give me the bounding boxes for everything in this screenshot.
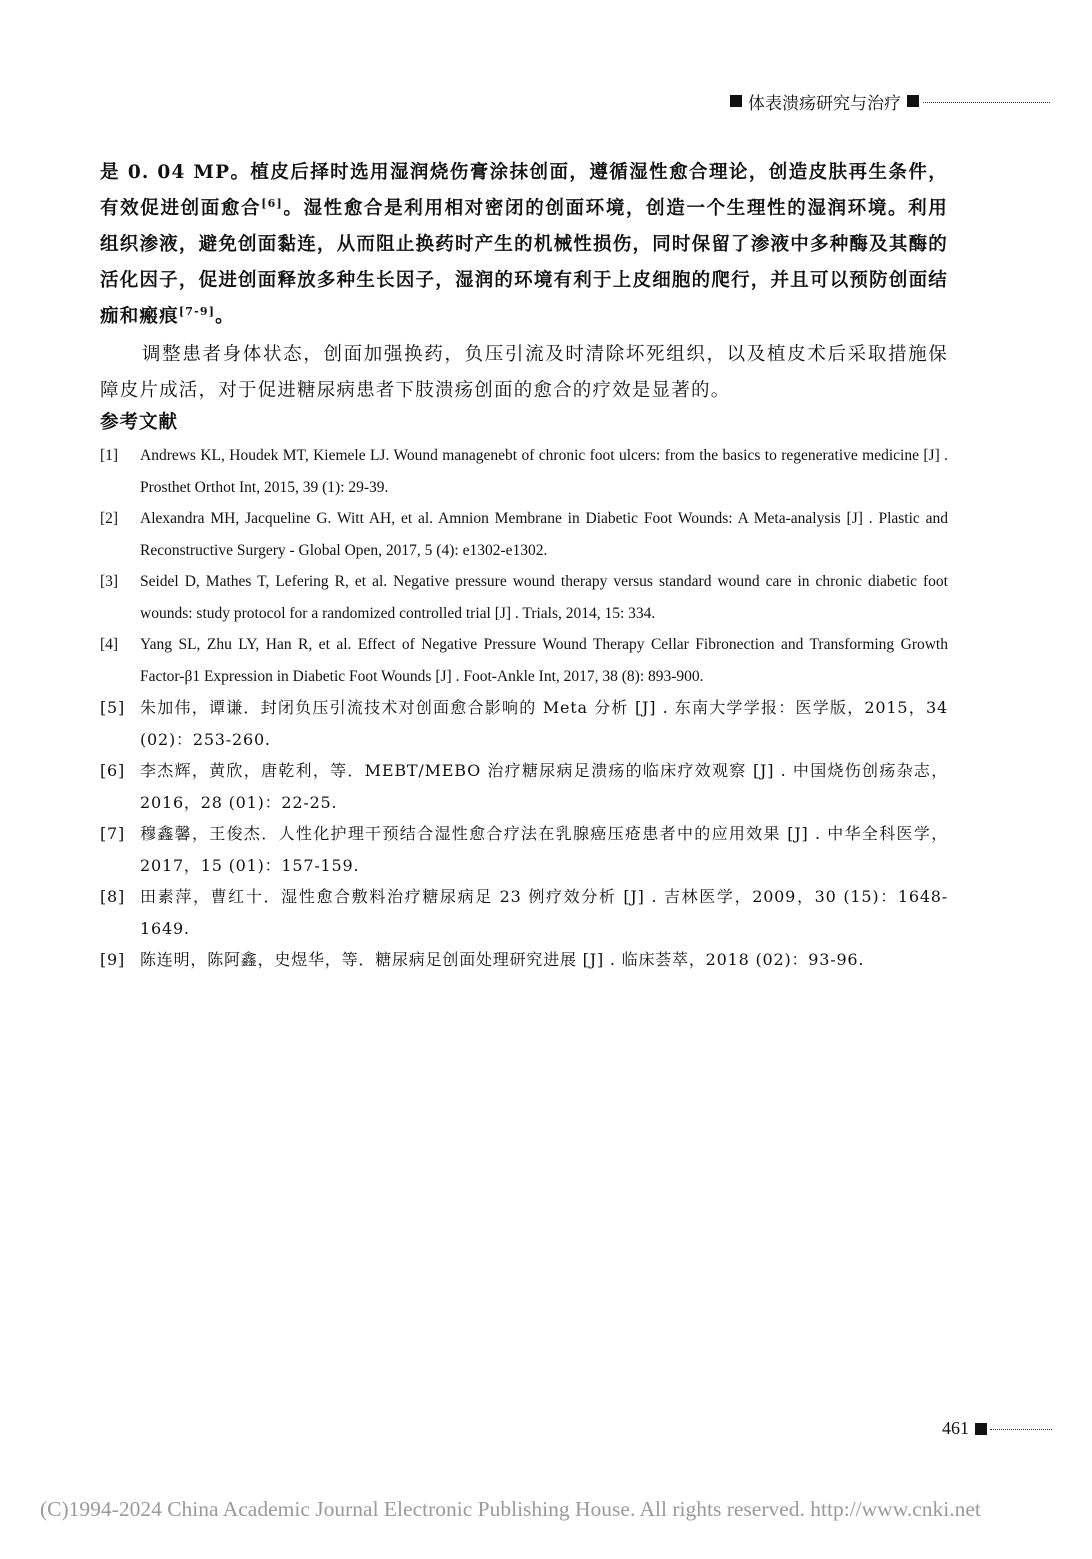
references-heading: 参考文献 <box>100 412 179 433</box>
paragraph-2: 调整患者身体状态，创面加强换药，负压引流及时清除坏死组织，以及植皮术后采取措施保障皮片成活，对于促进糖尿病患者下肢溃疡创面的愈合的疗效是显著的。 <box>100 344 948 401</box>
reference-item <box>100 629 948 692</box>
reference-text: 陈连明，陈阿鑫，史煜华，等．糖尿病足创面处理研究进展 [J] . 临床荟萃，2018 (02)：93-96. <box>140 950 865 969</box>
reference-text: 田素萍，曹红十．湿性愈合敷料治疗糖尿病足 23 例疗效分析 [J] . 吉林医学，2009，30 (15)：1648-1649. <box>140 887 948 938</box>
reference-number: [2] <box>100 510 119 527</box>
reference-item <box>100 440 948 503</box>
reference-item <box>100 881 948 944</box>
reference-number: [8] <box>100 887 126 906</box>
reference-item <box>100 818 948 881</box>
running-header <box>730 88 1050 114</box>
reference-text: Yang SL, Zhu LY, Han R, et al. Effect of Negative Pressure Wound Therapy Cellar Fibronection and Transforming Growth Factor-β1 Expression in Diabetic Foot Wounds [J] . Foot-Ankle Int, 2017, 38 (8): 893-900. <box>140 636 948 685</box>
reference-item <box>100 692 948 755</box>
paragraph-1-text: 。湿性愈合是利用相对密闭的创面环境，创造一个生理性的湿润环境。利用组织渗液，避免创面黏连，从而阻止换药时产生的机械性损伤，同时保留了渗液中多种酶及其酶的活化因子，促进创面释放多种生长因子，湿润的环境有利于上皮细胞的爬行，并且可以预防创面结痂和瘢痕 <box>100 198 948 327</box>
reference-list <box>100 440 948 976</box>
reference-number: [9] <box>100 950 126 969</box>
dotted-rule <box>923 102 1050 103</box>
reference-text: 李杰辉，黄欣，唐乾利，等．MEBT/MEBO 治疗糖尿病足溃疡的临床疗效观察 [J] . 中国烧伤创疡杂志，2016，28 (01)：22-25. <box>140 761 948 812</box>
paragraph-1-text: 。 <box>215 306 235 327</box>
reference-number: [6] <box>100 761 126 780</box>
reference-item <box>100 503 948 566</box>
reference-number: [3] <box>100 573 119 590</box>
reference-text: Seidel D, Mathes T, Lefering R, et al. Negative pressure wound therapy versus standard wound care in chronic diabetic foot wounds: study protocol for a randomized controlled trial [J] . Trials, 2014, 15: 334. <box>140 573 948 622</box>
copyright-footer: (C)1994-2024 China Academic Journal Electronic Publishing House. All rights reserved. http://www.cnki.net <box>40 1497 981 1521</box>
reference-item <box>100 566 948 629</box>
citation-mark: [7-9] <box>178 304 216 318</box>
reference-text: 穆鑫馨，王俊杰．人性化护理干预结合湿性愈合疗法在乳腺癌压疮患者中的应用效果 [J] . 中华全科医学，2017，15 (01)：157-159. <box>140 824 948 875</box>
reference-text: Andrews KL, Houdek MT, Kiemele LJ. Wound managenebt of chronic foot ulcers: from the basics to regenerative medicine [J] . Prosthet Orthot Int, 2015, 39 (1): 29-39. <box>140 447 948 496</box>
reference-number: [5] <box>100 698 126 717</box>
reference-text: Alexandra MH, Jacqueline G. Witt AH, et al. Amnion Membrane in Diabetic Foot Wounds: A Meta-analysis [J] . Plastic and Reconstructive Surgery - Global Open, 2017, 5 (4): e1302-e1302. <box>140 510 948 559</box>
reference-item <box>100 755 948 818</box>
reference-number: [4] <box>100 636 119 653</box>
page-number: 461 <box>942 1418 969 1438</box>
paragraph-1-text: 是 0. 04 MP。植皮后择时选用湿润烧伤膏涂抹创面，遵循湿性愈合理论，创造皮肤再生条件，有效促进创面愈合 <box>100 162 948 219</box>
square-bullet-icon <box>907 95 919 107</box>
dotted-rule <box>990 1429 1052 1430</box>
section-title: 体表溃疡研究与治疗 <box>748 93 901 114</box>
citation-mark: [6] <box>261 196 283 210</box>
paragraph-1 <box>100 155 948 335</box>
square-bullet-icon <box>975 1423 987 1435</box>
reference-number: [1] <box>100 447 119 464</box>
reference-item <box>100 944 948 976</box>
reference-number: [7] <box>100 824 126 843</box>
reference-text: 朱加伟，谭谦．封闭负压引流技术对创面愈合影响的 Meta 分析 [J] . 东南大学学报：医学版，2015，34 (02)：253-260. <box>140 698 948 749</box>
page-number-block <box>942 1418 1052 1439</box>
square-bullet-icon <box>730 95 742 107</box>
